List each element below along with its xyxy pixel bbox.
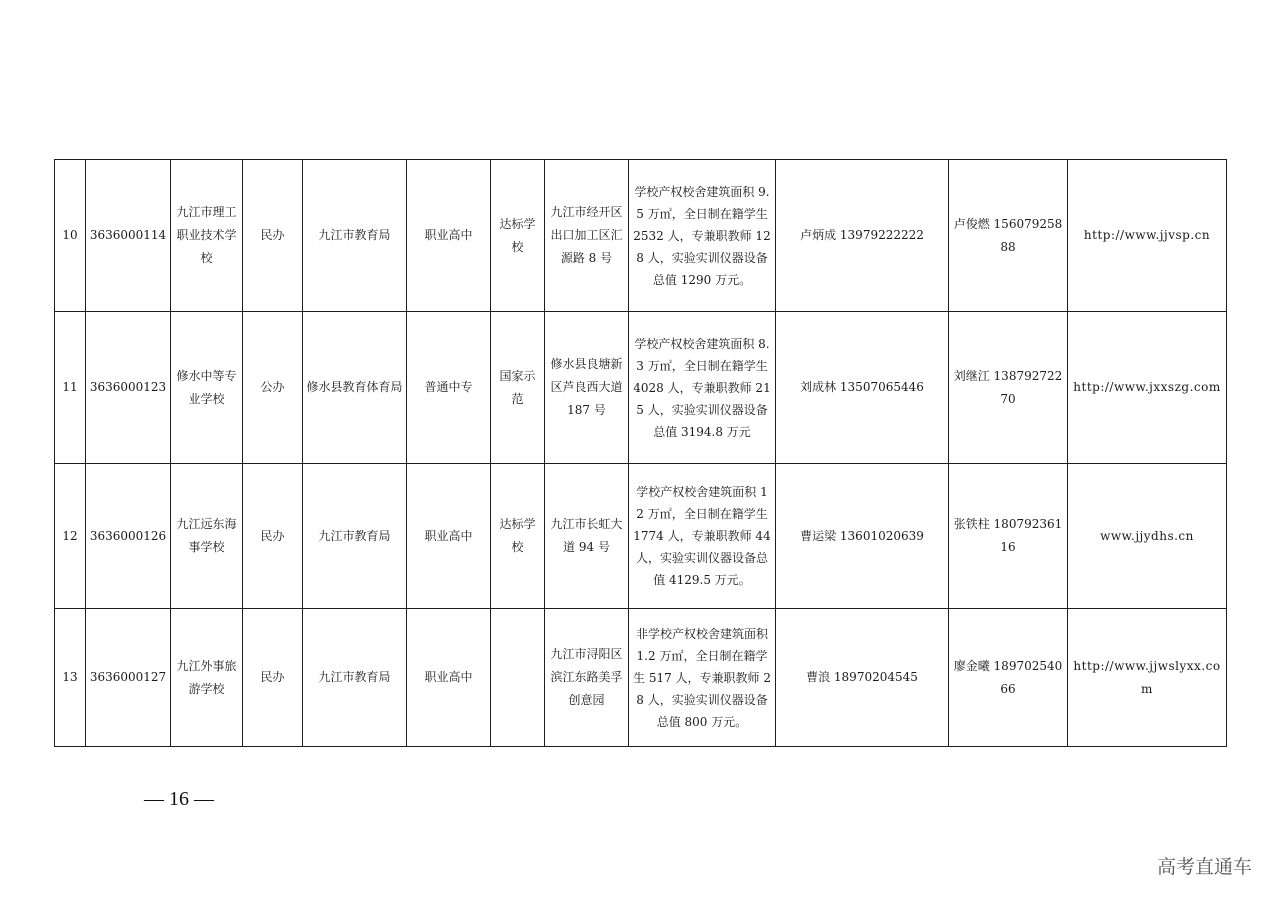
school-authority: 九江市教育局 [303, 609, 407, 747]
table-row [55, 464, 1227, 609]
school-type: 民办 [243, 160, 303, 312]
table-row [55, 609, 1227, 747]
school-name: 九江市理工职业技术学校 [171, 160, 243, 312]
contact-principal: 曹浪 18970204545 [776, 609, 949, 747]
contact-officer: 刘继江 13879272270 [949, 312, 1068, 464]
school-conditions: 学校产权校舍建筑面积 8.3 万㎡，全日制在籍学生 4028 人，专兼职教师 215 人，实验实训仪器设备总值 3194.8 万元 [629, 312, 776, 464]
school-level: 职业高中 [407, 609, 491, 747]
school-address: 九江市长虹大道 94 号 [545, 464, 629, 609]
school-level: 普通中专 [407, 312, 491, 464]
row-number: 11 [55, 312, 86, 464]
contact-principal: 卢炳成 13979222222 [776, 160, 949, 312]
school-rating: 达标学校 [491, 160, 545, 312]
contact-principal: 刘成林 13507065446 [776, 312, 949, 464]
school-authority: 九江市教育局 [303, 464, 407, 609]
row-number: 12 [55, 464, 86, 609]
school-code: 3636000114 [86, 160, 171, 312]
contact-principal: 曹运梁 13601020639 [776, 464, 949, 609]
school-table [54, 159, 1227, 747]
row-number: 10 [55, 160, 86, 312]
school-level: 职业高中 [407, 160, 491, 312]
school-name: 修水中等专业学校 [171, 312, 243, 464]
page-number: — 16 — [144, 788, 214, 810]
school-website: www.jjydhs.cn [1068, 464, 1227, 609]
school-address: 修水县良塘新区芦良西大道 187 号 [545, 312, 629, 464]
school-level: 职业高中 [407, 464, 491, 609]
watermark: 高考直通车 [1156, 856, 1252, 878]
school-authority: 九江市教育局 [303, 160, 407, 312]
school-authority: 修水县教育体育局 [303, 312, 407, 464]
school-type: 民办 [243, 464, 303, 609]
school-name: 九江远东海事学校 [171, 464, 243, 609]
school-address: 九江市浔阳区滨江东路美孚创意园 [545, 609, 629, 747]
school-type: 公办 [243, 312, 303, 464]
table-row [55, 312, 1227, 464]
school-conditions: 非学校产权校舍建筑面积 1.2 万㎡，全日制在籍学生 517 人，专兼职教师 28 人，实验实训仪器设备总值 800 万元。 [629, 609, 776, 747]
school-code: 3636000123 [86, 312, 171, 464]
school-conditions: 学校产权校舍建筑面积 12 万㎡，全日制在籍学生 1774 人，专兼职教师 44 人，实验实训仪器设备总值 4129.5 万元。 [629, 464, 776, 609]
contact-officer: 卢俊燃 15607925888 [949, 160, 1068, 312]
row-number: 13 [55, 609, 86, 747]
school-rating [491, 609, 545, 747]
school-website: http://www.jjvsp.cn [1068, 160, 1227, 312]
school-code: 3636000127 [86, 609, 171, 747]
school-code: 3636000126 [86, 464, 171, 609]
contact-officer: 张铁柱 18079236116 [949, 464, 1068, 609]
school-address: 九江市经开区出口加工区汇源路 8 号 [545, 160, 629, 312]
school-rating: 达标学校 [491, 464, 545, 609]
school-rating: 国家示范 [491, 312, 545, 464]
contact-officer: 廖金曦 18970254066 [949, 609, 1068, 747]
school-conditions: 学校产权校舍建筑面积 9.5 万㎡，全日制在籍学生 2532 人，专兼职教师 128 人，实验实训仪器设备总值 1290 万元。 [629, 160, 776, 312]
table-row [55, 160, 1227, 312]
school-name: 九江外事旅游学校 [171, 609, 243, 747]
school-website: http://www.jjwslyxx.com [1068, 609, 1227, 747]
school-website: http://www.jxxszg.com [1068, 312, 1227, 464]
school-type: 民办 [243, 609, 303, 747]
